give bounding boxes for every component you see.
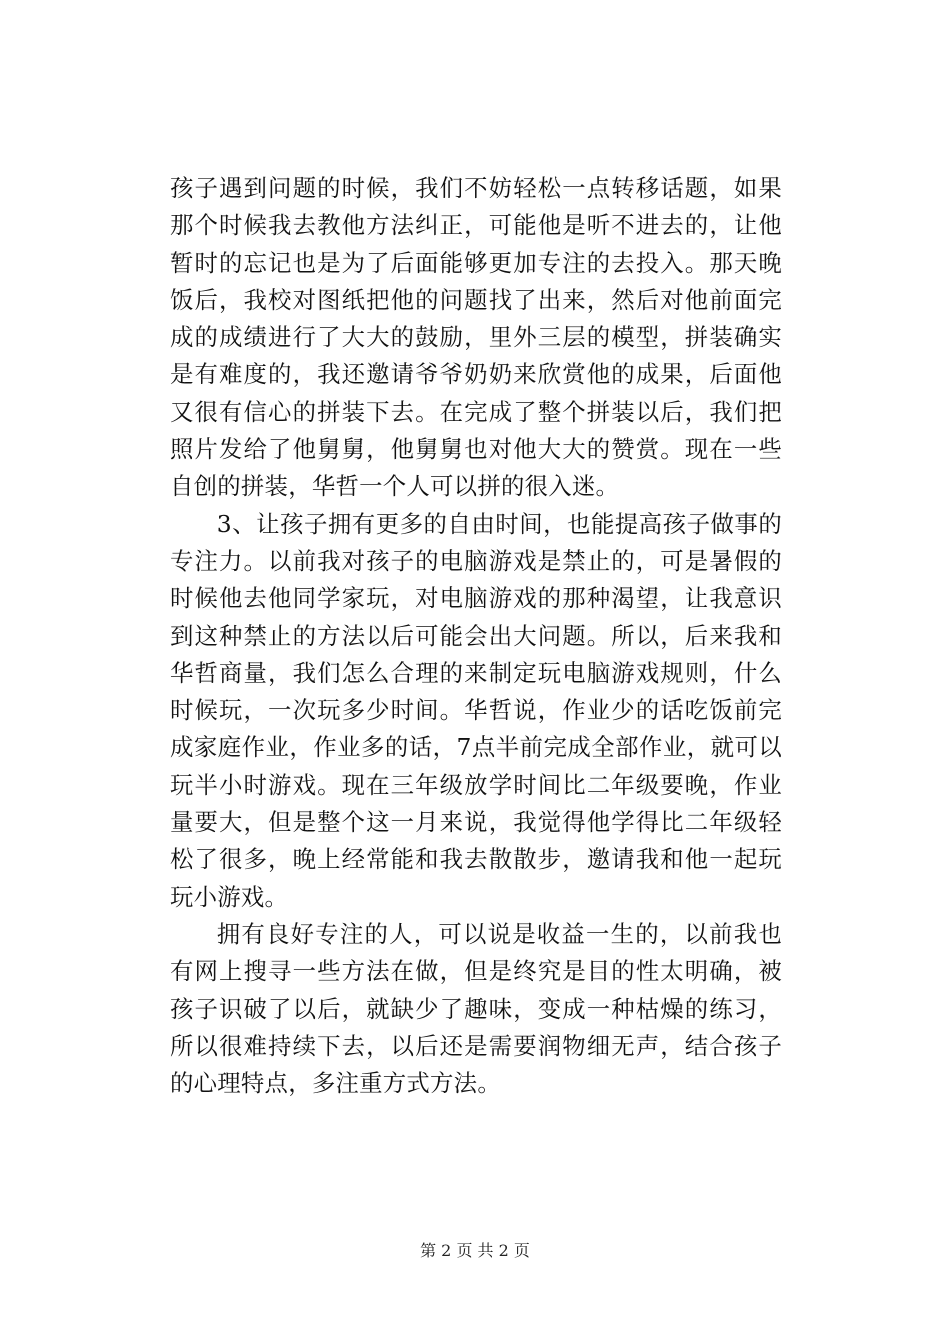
document-body xyxy=(170,170,782,1102)
paragraph-3: 拥有良好专注的人，可以说是收益一生的，以前我也有网上搜寻一些方法在做，但是终究是目的性太明确，被孩子识破了以后，就缺少了趣味，变成一种枯燥的练习，所以很难持续下去，以后还是需要润物细无声，结合孩子的心理特点，多注重方式方法。 xyxy=(170,919,782,1098)
paragraph-2: 3、让孩子拥有更多的自由时间，也能提高孩子做事的专注力。以前我对孩子的电脑游戏是禁止的，可是暑假的时候他去他同学家玩，对电脑游戏的那种渴望，让我意识到这种禁止的方法以后可能会出大问题。所以，后来我和华哲商量，我们怎么合理的来制定玩电脑游戏规则，什么时候玩，一次玩多少时间。华哲说，作业少的话吃饭前完成家庭作业，作业多的话，7点半前完成全部作业，就可以玩半小时游戏。现在三年级放学时间比二年级要晚，作业量要大，但是整个这一月来说，我觉得他学得比二年级轻松了很多，晚上经常能和我去散散步，邀请我和他一起玩玩小游戏。 xyxy=(170,509,782,911)
paragraph-1: 孩子遇到问题的时候，我们不妨轻松一点转移话题，如果那个时候我去教他方法纠正，可能他是听不进去的，让他暂时的忘记也是为了后面能够更加专注的去投入。那天晚饭后，我校对图纸把他的问题找了出来，然后对他前面完成的成绩进行了大大的鼓励，里外三层的模型，拼装确实是有难度的，我还邀请爷爷奶奶来欣赏他的成果，后面他又很有信心的拼装下去。在完成了整个拼装以后，我们把照片发给了他舅舅，他舅舅也对他大大的赞赏。现在一些自创的拼装，华哲一个人可以拼的很入迷。 xyxy=(170,174,782,501)
page-footer: 第 2 页 共 2 页 xyxy=(420,1241,530,1260)
